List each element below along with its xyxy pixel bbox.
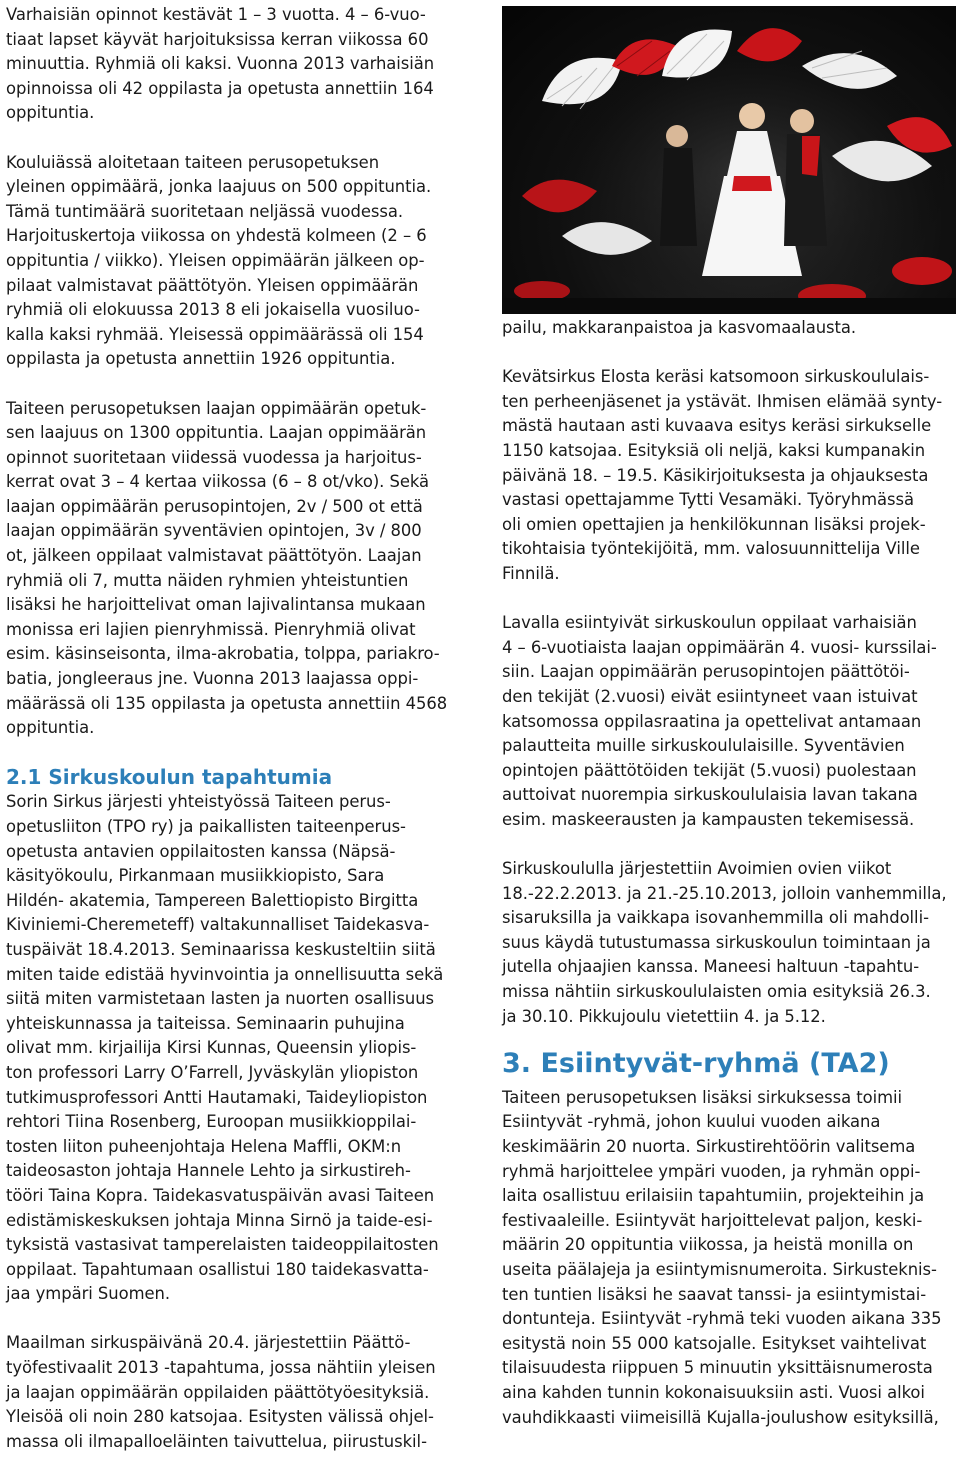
text-line: jutella ohjaajien kanssa. Maneesi haltuun -tapahtu- <box>502 957 920 977</box>
para-avoimet-ovet <box>502 857 958 1029</box>
text-line: opinnot suoritetaan viidessä vuodessa ja harjoitus- <box>6 447 422 467</box>
text-line: Taiteen perusopetuksen laajan oppimäärän opetuk- <box>6 398 427 418</box>
text-line: taideosaston johtaja Hannele Lehto ja sirkustireh- <box>6 1161 411 1181</box>
circus-performance-photo <box>502 6 956 314</box>
text-line: ton professori Larry O’Farrell, Jyväskylän yliopiston <box>6 1062 419 1082</box>
text-line: oppilaat. Tapahtumaan osallistui 180 taidekasvatta- <box>6 1259 429 1279</box>
text-line: tutkimusprofessori Antti Hautamaki, Taideyliopiston <box>6 1087 428 1107</box>
text-line: ja laajan oppimäärän oppilaiden päättötyöesityksiä. <box>6 1382 430 1402</box>
text-line: Finnilä. <box>502 563 560 583</box>
text-line: olivat mm. kirjailija Kirsi Kunnas, Queensin yliopis- <box>6 1038 417 1058</box>
text-line: oppilasta ja opetusta annettiin 1926 oppituntia. <box>6 349 396 369</box>
text-line: sen laajuus on 1300 oppituntia. Laajan oppimäärän <box>6 423 427 443</box>
text-line: määrin 20 oppituntia viikossa, ja heistä monilla on <box>502 1235 914 1255</box>
text-line: opetusta antavien oppilaitosten kanssa (Näpsä- <box>6 841 396 861</box>
section-heading-tapahtumia: 2.1 Sirkuskoulun tapahtumia <box>6 765 333 790</box>
text-line: edistämiskeskuksen johtaja Minna Sirnö ja taide-esi- <box>6 1210 433 1230</box>
text-line: vastasi opettajamme Tytti Vesamäki. Työryhmässä <box>502 490 914 510</box>
para-lavalla-esiintyivat <box>502 611 958 832</box>
text-line: miten taide edistää hyvinvointia ja onnellisuutta sekä <box>6 964 444 984</box>
text-line: ryhmä harjoittelee ympäri vuoden, ja ryhmän oppi- <box>502 1161 921 1181</box>
text-line: pilaat valmistavat päättötyön. Yleisen oppimäärän <box>6 275 419 295</box>
text-line: tiaat lapset käyvät harjoituksissa kerran viikossa 60 <box>6 29 429 49</box>
para-paattotyofestivaalit <box>6 1331 468 1454</box>
text-line: Yleisöä oli noin 280 katsojaa. Esitysten välissä ohjel- <box>6 1407 434 1427</box>
text-line: Taiteen perusopetuksen lisäksi sirkuksessa toimii <box>502 1087 903 1107</box>
text-line: ten tuntien lisäksi he saavat tanssi- ja esiintymistai- <box>502 1284 927 1304</box>
text-line: Kevätsirkus Elosta keräsi katsomoon sirkuskoululais- <box>502 367 930 387</box>
text-line: suus käydä tutustumassa sirkuskoulun toimintaan ja <box>502 932 931 952</box>
text-line: oppituntia. <box>6 718 95 738</box>
text-line: Varhaisiän opinnot kestävät 1 – 3 vuotta. 4 – 6-vuo- <box>6 5 426 24</box>
text-line: esim. maskeerausten ja kampausten tekemisessä. <box>502 809 915 829</box>
text-line: työfestivaalit 2013 -tapahtuma, jossa nähtiin yleisen <box>6 1358 436 1378</box>
text-line: 4 – 6-vuotiaista laajan oppimäärän 4. vuosi- kurssilai- <box>502 637 937 657</box>
text-line: ryhmiä oli elokuussa 2013 8 eli jokaisella vuosiluo- <box>6 300 420 320</box>
text-line: Esiintyvät -ryhmä, johon kuului vuoden aikana <box>502 1112 881 1132</box>
text-line: pailu, makkaranpaistoa ja kasvomaalausta. <box>502 318 857 337</box>
text-line: Sorin Sirkus järjesti yhteistyössä Taiteen perus- <box>6 792 391 812</box>
text-line: ot, jälkeen oppilaat valmistavat päättötyön. Laajan <box>6 546 422 566</box>
para-varhaisian-opinnot <box>6 3 468 126</box>
text-line: oli omien opettajien ja henkilökunnan lisäksi projek- <box>502 514 926 534</box>
text-line: auttoivat nuorempia sirkuskoululaisia lavan takana <box>502 785 918 805</box>
text-line: Lavalla esiintyivät sirkuskoulun oppilaat varhaisiän <box>502 613 917 633</box>
text-line: sisaruksilla ja vaikkapa isovanhemmilla oli mahdolli- <box>502 908 929 928</box>
text-line: kerrat ovat 3 – 4 kertaa viikossa (6 – 8 ot/vko). Sekä <box>6 472 430 492</box>
text-line: oppituntia. <box>6 103 95 123</box>
text-line: kalla kaksi ryhmää. Yleisessä oppimäärässä oli 154 <box>6 324 424 344</box>
text-line: laajan oppimäärän perusopintojen, 2v / 500 ot että <box>6 496 423 516</box>
text-line: 18.-22.2.2013. ja 21.-25.10.2013, jolloin vanhemmilla, <box>502 883 947 903</box>
right-column <box>502 316 958 1455</box>
text-line: Harjoituskertoja viikossa on yhdestä kolmeen (2 – 6 <box>6 226 427 246</box>
text-line: siin. Laajan oppimäärän perusopintojen päättötöi- <box>502 662 910 682</box>
text-line: tikohtaisia työntekijöitä, mm. valosuunnittelija Ville <box>502 539 920 559</box>
text-line: Tämä tuntimäärä suoritetaan neljässä vuodessa. <box>6 201 404 221</box>
text-line: yleinen oppimäärä, jonka laajuus on 500 oppituntia. <box>6 177 432 197</box>
text-line: ten perheenjäsenet ja ystävät. Ihmisen elämää synty- <box>502 391 943 411</box>
para-piirustuskilpailu <box>502 316 958 341</box>
text-line: oppituntia / viikko). Yleisen oppimäärän jälkeen op- <box>6 250 425 270</box>
text-line: tilaisuudesta riippuen 5 minuutin yksittäisnumerosta <box>502 1358 933 1378</box>
text-line: ja 30.10. Pikkujoulu vietettiin 4. ja 5.12. <box>502 1006 826 1026</box>
text-line: massa oli ilmapalloeläinten taivuttelua, piirustuskil- <box>6 1431 427 1451</box>
text-line: opintojen päättötöiden tekijät (5.vuosi) puolestaan <box>502 760 917 780</box>
text-line: tööri Taina Kopra. Taidekasvatuspäivän avasi Taiteen <box>6 1185 435 1205</box>
text-line: Kouluiässä aloitetaan taiteen perusopetuksen <box>6 152 380 172</box>
left-column <box>6 0 468 1479</box>
text-line: tuspäivät 18.4.2013. Seminaarissa keskusteltiin siitä <box>6 939 436 959</box>
text-line: keskimäärin 20 nuorta. Sirkustirehtöörin valitsema <box>502 1137 916 1156</box>
text-line: rehtori Tiina Rosenberg, Euroopan musiikkioppilai- <box>6 1112 417 1132</box>
text-line: Maailman sirkuspäivänä 20.4. järjestettiin Päättö- <box>6 1333 411 1353</box>
text-line: tyksistä vastasivat tamperelaisten taideoppilaitosten <box>6 1235 439 1255</box>
text-line: missa nähtiin sirkuskoululaisten omia esityksiä 26.3. <box>502 982 931 1002</box>
text-line: Hildén- akatemia, Tampereen Balettiopisto Birgitta <box>6 890 419 910</box>
para-esiintyvat-ryhma <box>502 1086 958 1430</box>
text-line: Kiviniemi-Cheremeteff) valtakunnalliset Taidekasva- <box>6 915 430 935</box>
text-line: vauhdikkaasti viimeisillä Kujalla-joulushow esityksillä, <box>502 1407 939 1427</box>
section-heading-esiintyvat: 3. Esiintyvät-ryhmä (TA2) <box>502 1047 890 1079</box>
text-line: esitystä noin 55 000 katsojalle. Esitykset vaihtelivat <box>502 1333 927 1353</box>
text-line: laajan oppimäärän syventävien opintojen, 3v / 800 <box>6 521 422 541</box>
text-line: laita osallistuu erilaisiin tapahtumiin, projekteihin ja <box>502 1186 925 1206</box>
text-line: aina kahden tunnin kokonaisuuksiin asti. Vuosi alkoi <box>502 1382 925 1402</box>
text-line: useita päälajeja ja esiintymisnumeroita. Sirkusteknis- <box>502 1259 937 1279</box>
text-line: den tekijät (2.vuosi) eivät esiintyneet vaan istuivat <box>502 686 918 706</box>
text-line: palautteita muille sirkuskoululaisille. Syventävien <box>502 736 905 756</box>
para-laaja-oppimaara <box>6 397 468 741</box>
text-line: festivaaleille. Esiintyvät harjoittelevat paljon, keski- <box>502 1210 923 1230</box>
text-line: jaa ympäri Suomen. <box>6 1284 171 1304</box>
text-line: lisäksi he harjoittelivat oman lajivalintansa mukaan <box>6 595 426 615</box>
text-line: mästä hautaan asti kuvaava esitys keräsi sirkukselle <box>502 416 932 436</box>
text-line: ryhmiä oli 7, mutta näiden ryhmien yhteistuntien <box>6 570 409 590</box>
text-line: siitä miten varmistetaan lasten ja nuorten osallisuus <box>6 989 435 1009</box>
text-line: Sirkuskoululla järjestettiin Avoimien ovien viikot <box>502 859 892 879</box>
text-line: batia, jongleeraus jne. Vuonna 2013 laajassa oppi- <box>6 669 419 689</box>
text-line: tosten liiton puheenjohtaja Helena Maffli, OKM:n <box>6 1136 402 1156</box>
text-line: opinnoissa oli 42 oppilasta ja opetusta annettiin 164 <box>6 78 434 98</box>
text-line: määrässä oli 135 oppilasta ja opetusta annettiin 4568 <box>6 693 448 713</box>
text-line: dontunteja. Esiintyvät -ryhmä teki vuoden aikana 335 <box>502 1309 942 1329</box>
stage-umbrellas-image <box>502 6 956 314</box>
text-line: minuuttia. Ryhmiä oli kaksi. Vuonna 2013 varhaisiän <box>6 54 435 74</box>
text-line: yhteiskunnassa ja taiteissa. Seminaarin puhujina <box>6 1013 405 1033</box>
text-line: esim. käsinseisonta, ilma-akrobatia, tolppa, pariakro- <box>6 644 440 664</box>
text-line: opetusliiton (TPO ry) ja paikallisten taiteenperus- <box>6 817 406 836</box>
text-line: monissa eri lajien pienryhmissä. Pienryhmiä olivat <box>6 619 416 639</box>
text-line: käsityökoulu, Pirkanmaan musiikkiopisto, Sara <box>6 866 385 886</box>
text-line: 1150 katsojaa. Esityksiä oli neljä, kaksi kumpanakin <box>502 440 926 460</box>
text-line: katsomossa oppilasraatina ja opettelivat antamaan <box>502 711 922 731</box>
text-line: päivänä 18. – 19.5. Käsikirjoituksesta ja ohjauksesta <box>502 465 929 485</box>
para-kevatsirkus <box>502 365 958 586</box>
para-taidekasvatuspaivat <box>6 790 468 1306</box>
para-yleinen-oppimaara <box>6 151 468 372</box>
